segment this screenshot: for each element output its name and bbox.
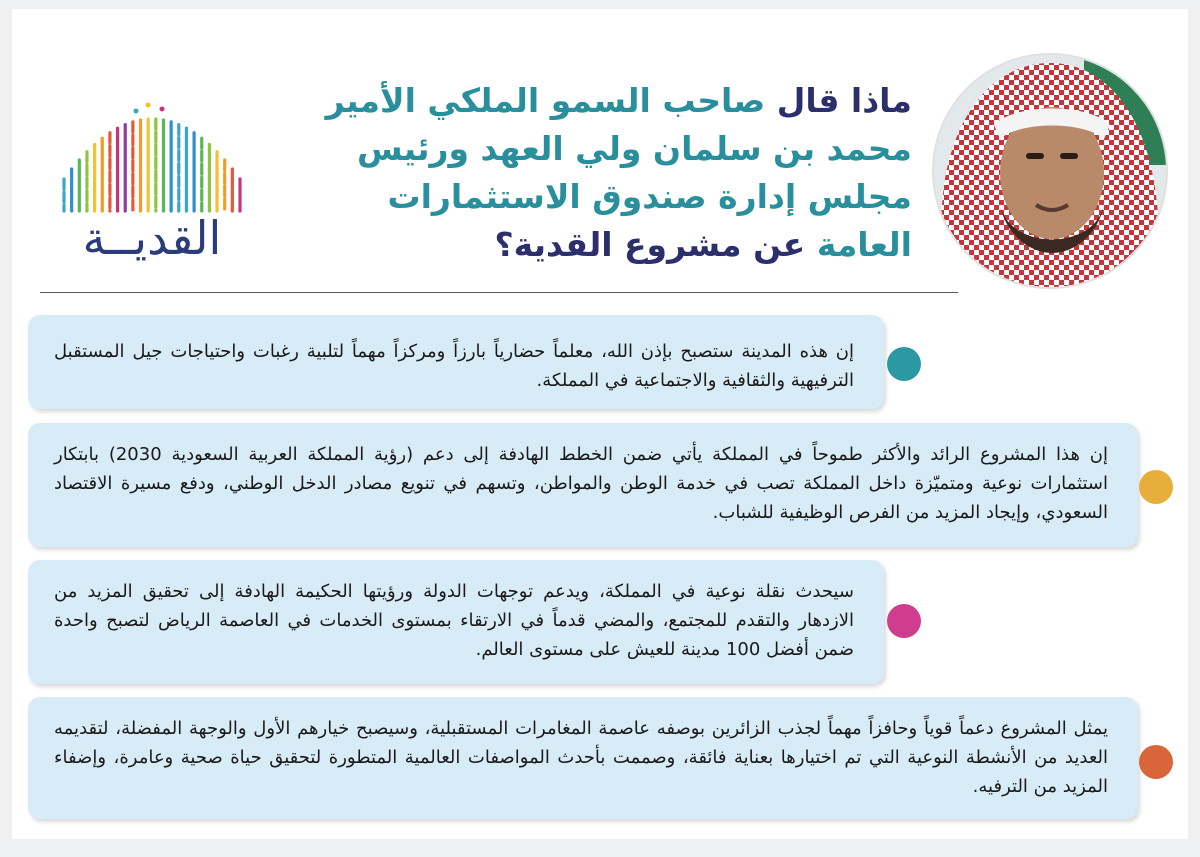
logo-wordmark: القديــة xyxy=(82,211,222,265)
qiddiya-logo xyxy=(52,99,252,274)
headline-question xyxy=(262,77,912,269)
headline-segment: ماذا قال xyxy=(765,81,912,120)
headline-segment: صاحب السمو الملكي الأمير xyxy=(325,81,766,120)
quote-text-2: إن هذا المشروع الرائد والأكثر طموحاً في المملكة يأتي ضمن الخطط الهادفة إلى دعم (رؤية المملكة العربية السعودية 2030) بابتكار استثمارات نوعية ومتميّزة داخل المملكة تصب في خدمة الوطن والمواطن، وتسهم في تنويع مصادر الدخل الوطني، ودفع مسيرة الاقتصاد السعودي، وإيجاد المزيد من الفرص الوظيفية للشباب. xyxy=(54,444,1108,523)
headline-segment: مجلس إدارة صندوق الاستثمارات xyxy=(387,177,912,216)
logo-sparkle xyxy=(134,109,139,114)
header-divider xyxy=(40,292,958,293)
headline-line xyxy=(262,173,912,221)
quote-card-3 xyxy=(28,560,884,684)
quote-text-3: سيحدث نقلة نوعية في المملكة، ويدعم توجهات الدولة ورؤيتها الحكيمة الهادفة إلى تحقيق المزيد من الازدهار والتقدم للمجتمع، والمضي قدماً في الارتقاء بمستوى الخدمات في العاصمة الرياض لتصبح واحدة ضمن أفضل 100 مدينة للعيش على مستوى العالم. xyxy=(54,581,854,660)
quote-text-4: يمثل المشروع دعماً قوياً وحافزاً مهماً لجذب الزائرين بوصفه عاصمة المغامرات المستقبلية، وسيصبح خيارهم الأول والوجهة المفضلة، لتقديمه العديد من الأنشطة النوعية التي تم اختيارها بعناية فائقة، وصممت بأحدث المواصفات العالمية المتطورة لتحقيق حياة صحية وعامرة، وإضفاء المزيد من الترفيه. xyxy=(54,718,1108,797)
bullet-dot-3 xyxy=(887,604,921,638)
bullet-dot-2 xyxy=(1139,470,1173,504)
headline-segment: العامة xyxy=(805,225,912,264)
quote-card-2 xyxy=(28,423,1138,547)
logo-sparkle xyxy=(146,103,151,108)
logo-bars-graphic xyxy=(52,99,252,217)
infographic-page xyxy=(12,9,1188,839)
quote-card-4 xyxy=(28,697,1138,819)
headline-line xyxy=(262,77,912,125)
headline-line xyxy=(262,221,912,269)
quote-card-1 xyxy=(28,315,884,409)
portrait-illustration xyxy=(934,55,1166,287)
headline-segment: محمد بن سلمان ولي العهد ورئيس xyxy=(356,129,912,168)
bullet-dot-4 xyxy=(1139,745,1173,779)
headline-line xyxy=(262,125,912,173)
logo-sparkle xyxy=(160,107,165,112)
headline-segment: عن مشروع القدية؟ xyxy=(494,225,806,264)
bullet-dot-1 xyxy=(887,347,921,381)
quote-text-1: إن هذه المدينة ستصبح بإذن الله، معلماً حضارياً بارزاً ومركزاً مهماً لتلبية رغبات واحتياجات جيل المستقبل الترفيهية والثقافية والاجتماعية في المملكة. xyxy=(54,341,854,391)
portrait-photo xyxy=(934,55,1166,287)
